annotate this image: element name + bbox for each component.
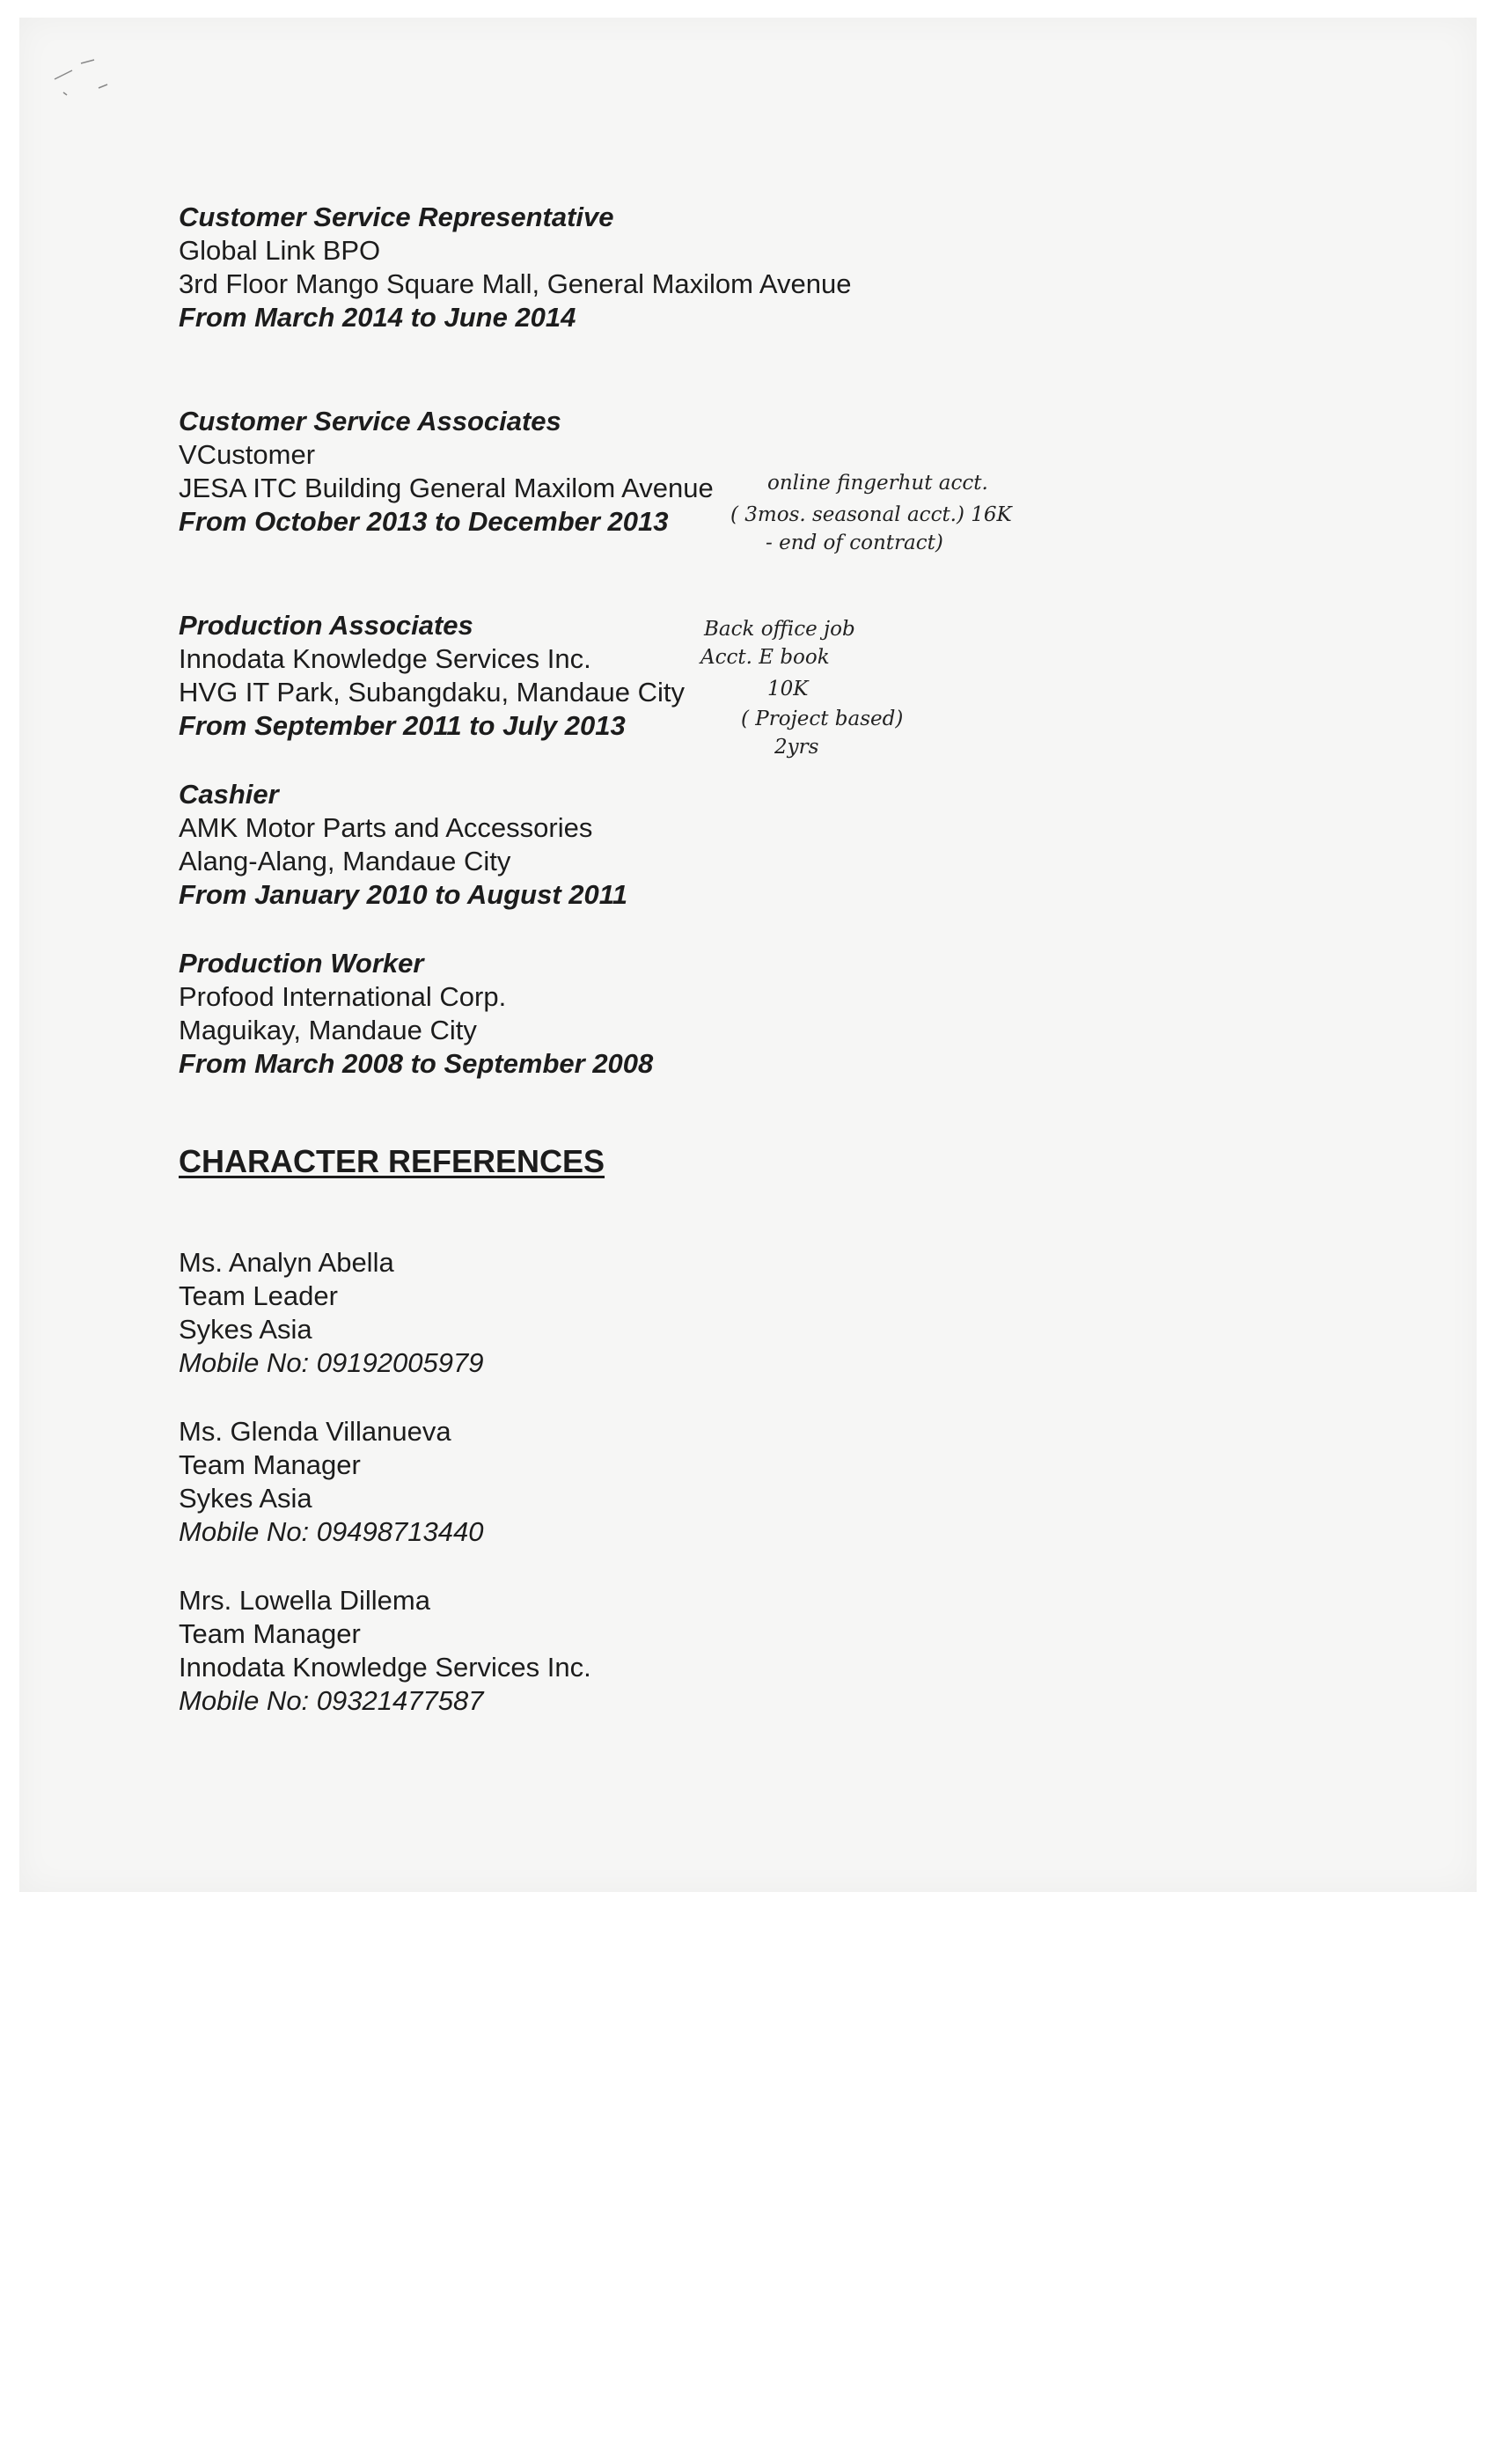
- company-name: AMK Motor Parts and Accessories: [179, 812, 593, 843]
- employment-period: From October 2013 to December 2013: [179, 506, 669, 537]
- reference-company: Sykes Asia: [179, 1314, 312, 1345]
- reference-entry: [179, 1246, 1235, 1380]
- reference-position: Team Leader: [179, 1280, 338, 1311]
- reference-name: Ms. Glenda Villanueva: [179, 1416, 451, 1447]
- handwritten-note: Acct. E book: [700, 646, 830, 669]
- section-heading-references: CHARACTER REFERENCES: [179, 1143, 605, 1179]
- employment-period: From September 2011 to July 2013: [179, 710, 626, 741]
- handwritten-note: online fingerhut acct.: [767, 472, 988, 495]
- reference-position: Team Manager: [179, 1449, 361, 1480]
- handwritten-note: ( 3mos. seasonal acct.) 16K: [730, 503, 1012, 526]
- employment-period: From March 2008 to September 2008: [179, 1048, 654, 1079]
- job-title: Production Associates: [179, 610, 473, 641]
- company-name: Innodata Knowledge Services Inc.: [179, 643, 591, 674]
- company-address: HVG IT Park, Subangdaku, Mandaue City: [179, 677, 685, 708]
- company-name: VCustomer: [179, 439, 316, 470]
- handwritten-note: 10K: [767, 678, 809, 700]
- company-address: Maguikay, Mandaue City: [179, 1015, 477, 1045]
- company-name: Profood International Corp.: [179, 981, 507, 1012]
- reference-mobile: Mobile No: 09321477587: [179, 1685, 484, 1716]
- scan-speck-marks: [46, 44, 169, 106]
- handwritten-note: - end of contract): [766, 532, 943, 554]
- reference-company: Sykes Asia: [179, 1483, 312, 1514]
- reference-name: Mrs. Lowella Dillema: [179, 1585, 430, 1616]
- reference-position: Team Manager: [179, 1618, 361, 1649]
- company-address: Alang-Alang, Mandaue City: [179, 846, 511, 876]
- reference-mobile: Mobile No: 09192005979: [179, 1347, 484, 1378]
- reference-mobile: Mobile No: 09498713440: [179, 1516, 484, 1547]
- resume-content: [179, 201, 1235, 1718]
- experience-entry: [179, 947, 1235, 1081]
- company-name: Global Link BPO: [179, 235, 381, 266]
- job-title: Customer Service Associates: [179, 406, 561, 436]
- job-title: Production Worker: [179, 948, 424, 979]
- reference-name: Ms. Analyn Abella: [179, 1247, 394, 1278]
- experience-entry: [179, 201, 1235, 334]
- employment-period: From March 2014 to June 2014: [179, 302, 576, 333]
- reference-entry: [179, 1584, 1235, 1718]
- job-title: Cashier: [179, 779, 279, 810]
- company-address: JESA ITC Building General Maxilom Avenue: [179, 473, 714, 503]
- experience-entry: [179, 405, 1235, 539]
- company-address: 3rd Floor Mango Square Mall, General Maxilom Avenue: [179, 268, 852, 299]
- reference-company: Innodata Knowledge Services Inc.: [179, 1652, 591, 1683]
- handwritten-note: 2yrs: [774, 736, 819, 759]
- handwritten-note: ( Project based): [741, 708, 904, 730]
- job-title: Customer Service Representative: [179, 202, 614, 232]
- experience-entry: [179, 778, 1235, 912]
- handwritten-note: Back office job: [704, 618, 855, 641]
- reference-entry: [179, 1415, 1235, 1549]
- employment-period: From January 2010 to August 2011: [179, 879, 627, 910]
